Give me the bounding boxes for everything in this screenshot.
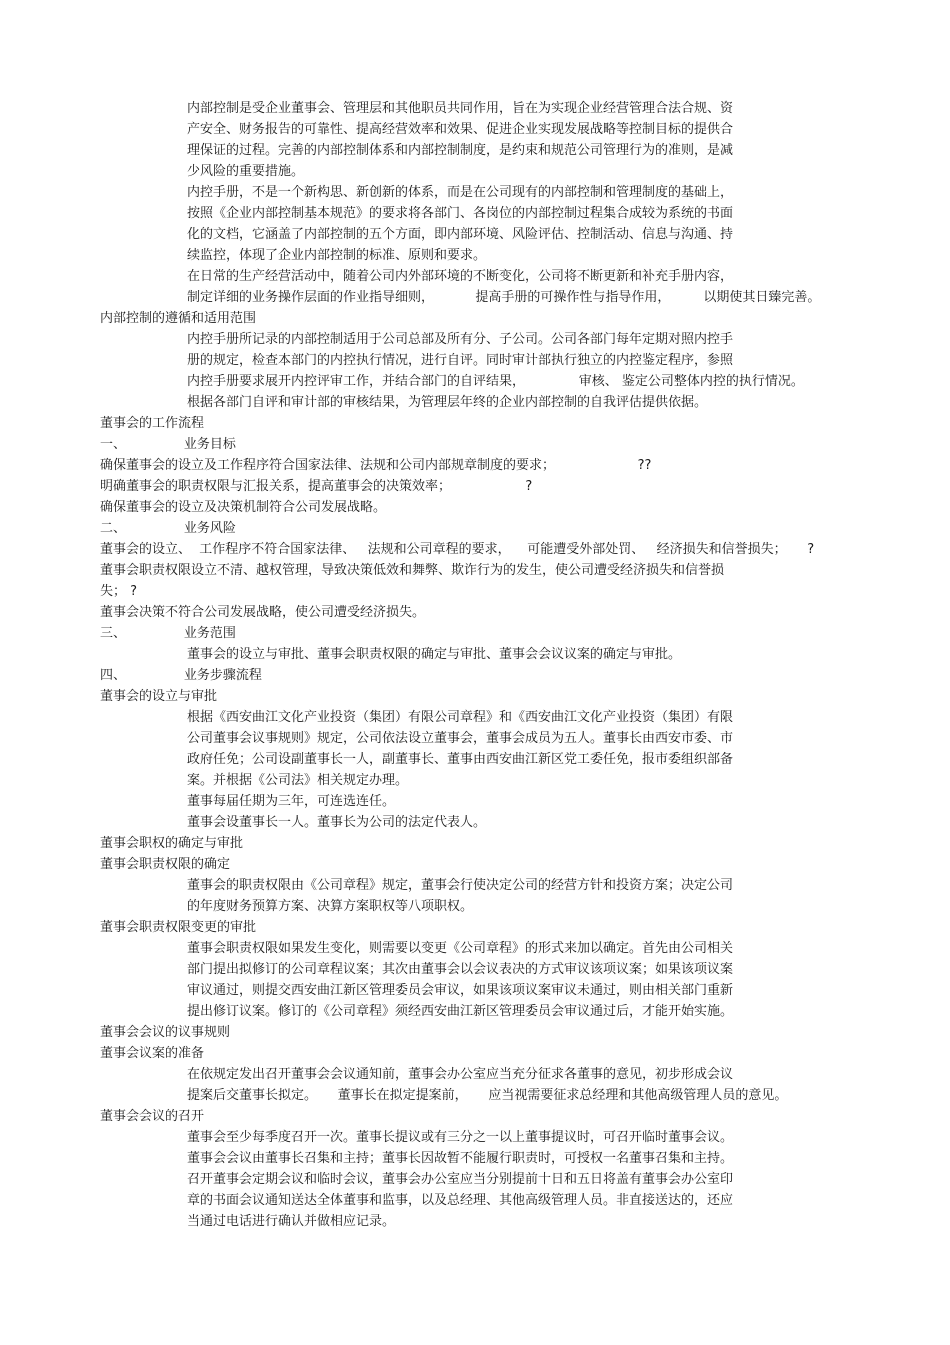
text-line: 内部控制是受企业董事会、管理层和其他职员共同作用，旨在为实现企业经营管理合法合规、资 bbox=[187, 101, 734, 116]
text-line: 册的规定，检查本部门的内控执行情况，进行自评。同时审计部执行独立的内控鉴定程序，参照 bbox=[187, 353, 734, 368]
section-heading: 董事会会议的召开 bbox=[100, 1109, 205, 1124]
text-line: 董事会职责权限设立不清、越权管理，导致决策低效和舞弊、欺诈行为的发生，使公司遭受经济损失和信誉损 bbox=[100, 563, 725, 578]
section-heading: 董事会会议的议事规则 bbox=[100, 1025, 231, 1040]
text-line: 董事会的设立与审批、董事会职责权限的确定与审批、董事会会议议案的确定与审批。 bbox=[187, 647, 682, 662]
section-heading: 董事会职责权限变更的审批 bbox=[100, 920, 257, 935]
text-line: 确保董事会的设立及决策机制符合公司发展战略。 bbox=[100, 500, 387, 515]
text-line: 董事会决策不符合公司发展战略，使公司遭受经济损失。 bbox=[100, 605, 426, 620]
text-line: 董事每届任期为三年，可连选连任。 bbox=[187, 794, 396, 809]
text-line: 明确董事会的职责权限与汇报关系，提高董事会的决策效率； ? bbox=[100, 479, 533, 494]
text-line: 根据各部门自评和审计部的审核结果，为管理层年终的企业内部控制的自我评估提供依据。 bbox=[187, 395, 708, 410]
text-line: 按照《企业内部控制基本规范》的要求将各部门、各岗位的内部控制过程集合成较为系统的书面 bbox=[187, 206, 734, 221]
text-line: 召开董事会定期会议和临时会议，董事会办公室应当分别提前十日和五日将盖有董事会办公室印 bbox=[187, 1172, 734, 1187]
text-line: 政府任免；公司设副董事长一人，副董事长、董事由西安曲江新区党工委任免，报市委组织部备 bbox=[187, 752, 734, 767]
text-line: 公司董事会议事规则》规定，公司依法设立董事会，董事会成员为五人。董事长由西安市委、市 bbox=[187, 731, 734, 746]
text-line: 董事会会议由董事长召集和主持；董事长因故暂不能履行职责时，可授权一名董事召集和主持。 bbox=[187, 1151, 734, 1166]
sub-heading: 三、 业务范围 bbox=[100, 626, 236, 641]
text-line: 董事会的设立、 工作程序不符合国家法律、 法规和公司章程的要求， 可能遭受外部处罚、 经济损失和信誉损失； ? bbox=[100, 542, 815, 557]
text-line: 董事会设董事长一人。董事长为公司的法定代表人。 bbox=[187, 815, 487, 830]
text-line: 案。并根据《公司法》相关规定办理。 bbox=[187, 773, 409, 788]
text-line: 根据《西安曲江文化产业投资（集团）有限公司章程》和《西安曲江文化产业投资（集团）有限 bbox=[187, 710, 734, 725]
sub-heading: 二、 业务风险 bbox=[100, 521, 236, 536]
text-line: 制定详细的业务操作层面的作业指导细则， 提高手册的可操作性与指导作用， 以期使其日臻完善。 bbox=[187, 290, 821, 305]
text-line: 在日常的生产经营活动中，随着公司内外部环境的不断变化，公司将不断更新和补充手册内容， bbox=[187, 269, 734, 284]
text-line: 提案后交董事长拟定。 董事长在拟定提案前， 应当视需要征求总经理和其他高级管理人员的意见。 bbox=[187, 1088, 788, 1103]
text-line: 审议通过，则提交西安曲江新区管理委员会审议，如果该项议案审议未通过，则由相关部门重新 bbox=[187, 983, 734, 998]
text-line: 确保董事会的设立及工作程序符合国家法律、法规和公司内部规章制度的要求； ?? bbox=[100, 458, 652, 473]
sub-heading: 一、 业务目标 bbox=[100, 437, 236, 452]
sub-heading: 四、 业务步骤流程 bbox=[100, 668, 262, 683]
text-line: 董事会职责权限如果发生变化，则需要以变更《公司章程》的形式来加以确定。首先由公司相关 bbox=[187, 941, 734, 956]
section-heading: 董事会议案的准备 bbox=[100, 1046, 205, 1061]
section-heading: 董事会职权的确定与审批 bbox=[100, 836, 244, 851]
text-line: 在依规定发出召开董事会会议通知前，董事会办公室应当充分征求各董事的意见，初步形成会议 bbox=[187, 1067, 734, 1082]
text-line: 失； ? bbox=[100, 584, 138, 599]
text-line: 续监控，体现了企业内部控制的标准、原则和要求。 bbox=[187, 248, 487, 263]
text-line: 的年度财务预算方案、决算方案职权等八项职权。 bbox=[187, 899, 474, 914]
text-line: 理保证的过程。完善的内部控制体系和内部控制制度，是约束和规范公司管理行为的准则，是减 bbox=[187, 143, 734, 158]
text-line: 章的书面会议通知送达全体董事和监事，以及总经理、其他高级管理人员。非直接送达的，还应 bbox=[187, 1193, 734, 1208]
section-heading: 内部控制的遵循和适用范围 bbox=[100, 311, 257, 326]
text-line: 内控手册所记录的内部控制适用于公司总部及所有分、子公司。公司各部门每年定期对照内控手 bbox=[187, 332, 734, 347]
text-line: 内控手册要求展开内控评审工作，并结合部门的自评结果， 审核、 鉴定公司整体内控的执行情况。 bbox=[187, 374, 804, 389]
section-heading: 董事会的设立与审批 bbox=[100, 689, 218, 704]
text-line: 董事会的职责权限由《公司章程》规定，董事会行使决定公司的经营方针和投资方案；决定公司 bbox=[187, 878, 734, 893]
text-line: 内控手册，不是一个新构思、新创新的体系，而是在公司现有的内部控制和管理制度的基础上， bbox=[187, 185, 734, 200]
text-line: 部门提出拟修订的公司章程议案；其次由董事会以会议表决的方式审议该项议案；如果该项议案 bbox=[187, 962, 734, 977]
text-line: 少风险的重要措施。 bbox=[187, 164, 305, 179]
text-line: 董事会至少每季度召开一次。董事长提议或有三分之一以上董事提议时，可召开临时董事会议。 bbox=[187, 1130, 734, 1145]
section-heading: 董事会的工作流程 bbox=[100, 416, 205, 431]
text-line: 提出修订议案。修订的《公司章程》须经西安曲江新区管理委员会审议通过后，才能开始实施。 bbox=[187, 1004, 734, 1019]
text-line: 当通过电话进行确认并做相应记录。 bbox=[187, 1214, 396, 1229]
text-line: 化的文档，它涵盖了内部控制的五个方面，即内部环境、风险评估、控制活动、信息与沟通、持 bbox=[187, 227, 734, 242]
section-heading: 董事会职责权限的确定 bbox=[100, 857, 231, 872]
text-line: 产安全、财务报告的可靠性、提高经营效率和效果、促进企业实现发展战略等控制目标的提供合 bbox=[187, 122, 734, 137]
